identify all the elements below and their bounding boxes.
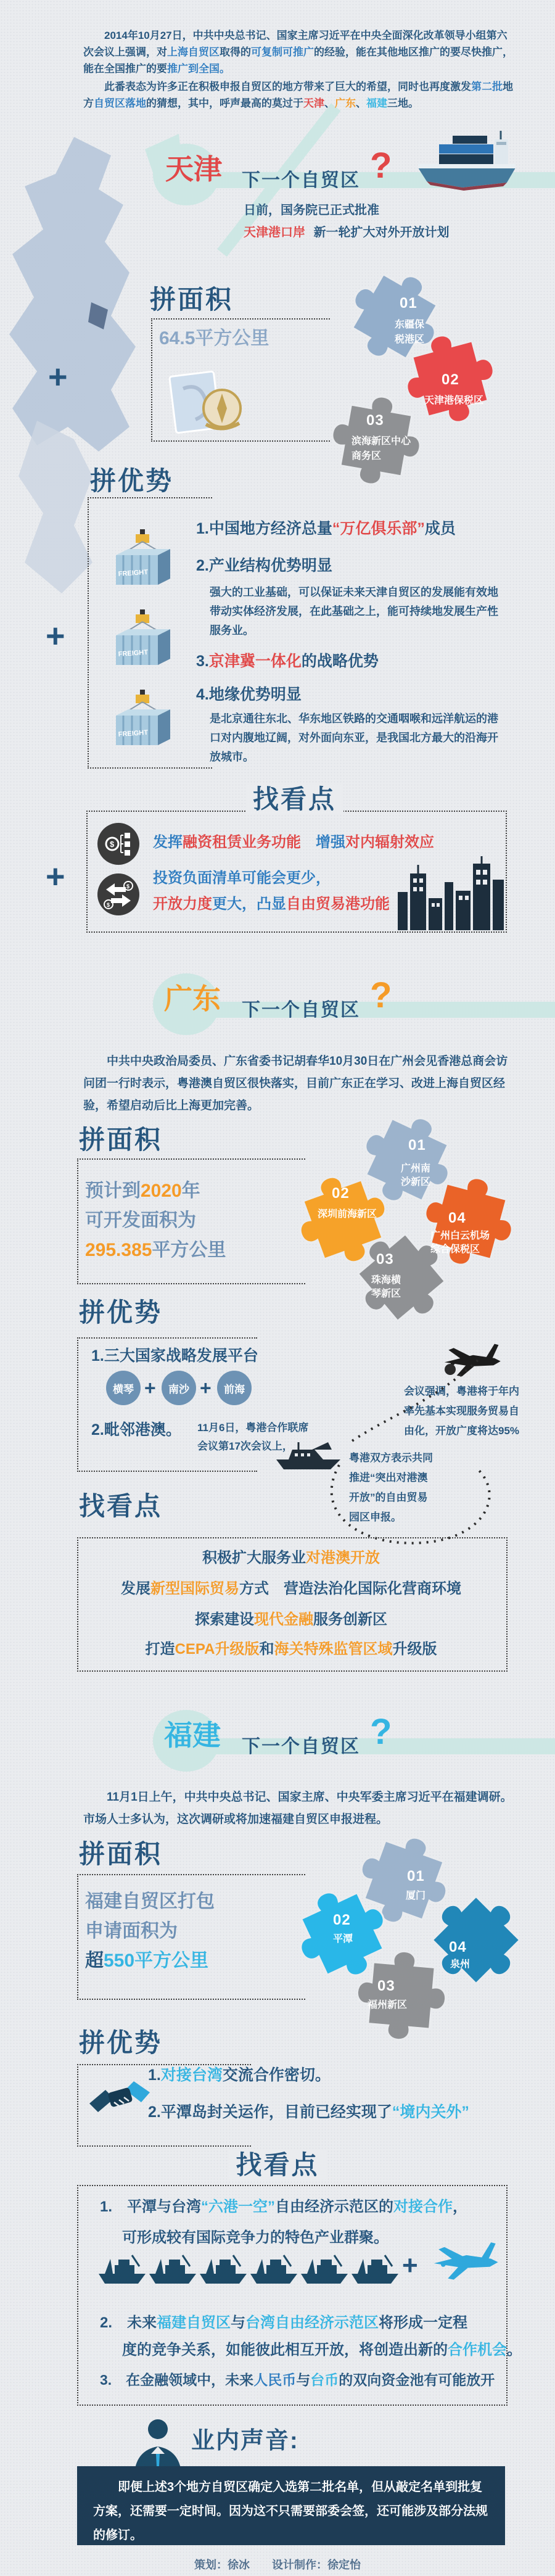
hl-text: 与 [296, 2372, 311, 2388]
hl-text: 3. 在金融领域中，未来 [100, 2372, 254, 2388]
dotted-route-decor [265, 1351, 524, 1561]
intro-text: 、 [356, 97, 366, 109]
desc-line: 口对内腹地辽阔，对外面向东亚，是我国北方最大的沿海开 [210, 732, 498, 744]
puzzle-label: 平潭 [333, 1934, 353, 1944]
guangdong-mention: 广东 [335, 97, 356, 109]
tianjin-adv-item-3 [196, 653, 379, 671]
hl-text: 服务创新区 [313, 1611, 387, 1628]
fujian-area-line3 [85, 1951, 208, 1972]
hl-highlight: 人民币 [253, 2372, 297, 2388]
tianjin-adv-item-1 [196, 520, 456, 538]
guangdong-adv-item-2: 2.毗邻港澳。 [91, 1421, 181, 1439]
container-ship-icon [414, 130, 519, 191]
guangdong-area-line2: 可开发面积为 [85, 1210, 196, 1231]
platform-nansha [162, 1371, 196, 1405]
platform-label: 南沙 [168, 1383, 189, 1395]
area-number: 2020 [141, 1181, 182, 1201]
fujian-intro: 11月1日上午，中共中央总书记、国家主席、中央军委主席习近平在福建调研。市场人士多认为，这次调研或将加速福建自贸区申报进程。 [83, 1791, 512, 1826]
platform-qianhai [217, 1371, 252, 1405]
adv-text: 3. [196, 653, 209, 670]
adv-text: 1. [148, 2066, 161, 2084]
hl-highlight: 台币 [310, 2372, 339, 2388]
puzzle-label: 广州白云机场 [430, 1231, 490, 1241]
svg-text:$: $ [126, 883, 130, 890]
desc-line: 服务业。 [210, 624, 254, 637]
area-text: 超 [85, 1951, 104, 1971]
puzzle-num: 02 [332, 1185, 350, 1202]
tianjin-area-value: 64.5平方公里 [159, 328, 269, 349]
approval-rest: 新一轮扩大对外开放计划 [313, 226, 450, 239]
puzzle-label: 沙新区 [401, 1177, 431, 1187]
hl-text: 更大，凸显 [212, 896, 286, 912]
guangdong-highlight-3 [77, 1611, 505, 1629]
hl-text: 积极扩大服务业 [202, 1550, 306, 1566]
freight-container-icon [111, 690, 176, 759]
guangdong-area-line1 [85, 1181, 200, 1202]
tianjin-adv-item-4-desc [210, 709, 498, 767]
investment-exchange-icon [97, 873, 139, 915]
hl-text: ， [453, 2198, 468, 2215]
intro-paragraph-2 [83, 78, 515, 112]
hl-text: 发展 [121, 1580, 150, 1597]
adv-text: 1.中国地方经济总量 [196, 520, 332, 537]
adv-highlight: “万亿俱乐部” [332, 520, 425, 537]
ship-fleet-icon [97, 2249, 400, 2287]
tianjin-approval-line2 [244, 226, 450, 240]
hl-highlight: 福建自贸区 [157, 2314, 231, 2331]
footer-credits: 策划：徐冰 设计制作：徐定怡 [194, 2559, 361, 2571]
hl-text: 1. 平潭与台湾 [100, 2198, 202, 2215]
handshake-icon [89, 2074, 150, 2128]
hl-text: 增强 [301, 834, 345, 851]
fujian-area-line1: 福建自贸区打包 [85, 1891, 215, 1912]
area-text: 预计到 [85, 1181, 141, 1201]
platform-plus: + [144, 1377, 156, 1399]
hl-highlight: 新型国际贸易 [150, 1580, 239, 1597]
puzzle-label: 广州南 [401, 1163, 431, 1174]
plus-decor: + [48, 358, 68, 395]
guangdong-adv-header: 拼优势 [79, 1298, 163, 1327]
hl-text: 度的竞争关系，如能彼此相互开放，将创造出新的 [122, 2342, 448, 2358]
adv-text: 2.平潭岛封关运作，目前已经实现了 [148, 2103, 392, 2121]
area-number: 550平方公里 [104, 1951, 209, 1971]
hl-highlight: 对港澳开放 [306, 1550, 380, 1566]
fujian-highlight-1-line1 [100, 2198, 467, 2216]
platform-hengqin [106, 1371, 141, 1405]
hl-text: 和 [259, 1641, 274, 1657]
person-icon [131, 2416, 185, 2472]
fujian-subtitle: 下一个自贸区 [242, 1736, 360, 1757]
guangdong-area-header: 拼面积 [79, 1125, 163, 1154]
puzzle-num: 04 [449, 1939, 467, 1955]
area-text: 年 [181, 1181, 200, 1201]
intro-text: 取得的 [220, 46, 251, 58]
fujian-area-line2: 申请面积为 [85, 1921, 178, 1941]
desc-line: 强大的工业基础，可以保证未来天津自贸区的发展能有效地 [210, 586, 498, 598]
note-line: 粤港双方表示共同 [349, 1452, 433, 1464]
hl-highlight: CEPA升级版 [175, 1641, 260, 1657]
platform-label: 横琴 [113, 1383, 134, 1395]
guangdong-highlight-1 [77, 1550, 505, 1567]
note-line: 会议第17次会议上， [197, 1440, 293, 1452]
tianjin-subtitle: 下一个自贸区 [242, 170, 360, 191]
puzzle-label: 综合保税区 [430, 1244, 480, 1255]
hl-highlight: 自由贸易港功能 [286, 896, 390, 912]
puzzle-label: 东疆保 [395, 320, 425, 330]
puzzle-label: 天津港保税区 [424, 395, 484, 406]
puzzle-label: 税港区 [395, 334, 425, 345]
note-line: 由化，开放广度将达95% [404, 1425, 520, 1437]
adv-text: 成员 [424, 520, 456, 537]
puzzle-label: 福州新区 [368, 2000, 408, 2010]
puzzle-label: 珠海横 [371, 1275, 401, 1286]
hl-text: 打造 [145, 1641, 175, 1657]
tianjin-title: 天津 [165, 153, 222, 185]
tianjin-adv-item-2: 2.产业结构优势明显 [196, 557, 332, 574]
intro-highlight: 自贸区落地 [94, 97, 146, 109]
platform-label: 前海 [224, 1383, 245, 1395]
adv-highlight: “境内关外” [392, 2103, 469, 2121]
hl-highlight: 对接合作 [393, 2198, 453, 2215]
guangdong-highlight-header: 找看点 [79, 1492, 163, 1521]
freight-container-icon [111, 529, 176, 598]
note-line: 率先基本实现服务贸易自 [404, 1405, 519, 1417]
hl-text: 升级版 [392, 1641, 437, 1657]
hl-text: 的双向资金池有可能放开 [339, 2372, 495, 2388]
puzzle-num: 01 [407, 1868, 425, 1885]
intro-text: 地方 [83, 81, 513, 109]
guangdong-intro: 中共中央政治局委员、广东省委书记胡春华10月30日在广州会见香港总商会访问团一行时表示，粤港澳自贸区很快落实，目前广东正在学习、改进上海自贸区经验，希望启动后比上海更加完善。 [83, 1055, 508, 1112]
intro-text: 此番表态为许多正在积极申报自贸区的地方带来了巨大的希望，同时也再度激发 [104, 81, 471, 93]
intro-text: 2014年10月27日，中共中央总书记、国家主席习近平在中央全面深化改革领导小组第六次会议上强调，对 [83, 30, 508, 58]
fujian-puzzle-cluster [290, 1820, 555, 2079]
intro-highlight: 第二批 [471, 81, 503, 93]
fujian-adv-item-2 [148, 2103, 469, 2121]
intro-text: 三地。 [387, 97, 419, 109]
tianjin-approval-line1: 日前，国务院已正式批准 [244, 204, 379, 217]
puzzle-label: 深圳前海新区 [318, 1209, 377, 1220]
intro-highlight: 上海自贸区 [167, 46, 220, 58]
hl-highlight: 融资租赁业务功能 [183, 834, 301, 851]
fujian-area-header: 拼面积 [79, 1839, 163, 1868]
tianjin-area-header: 拼面积 [150, 285, 234, 314]
voice-box [77, 2466, 505, 2545]
tianjin-highlight-1 [153, 834, 434, 851]
plus-decor: + [46, 858, 65, 895]
plus-decor: + [46, 617, 65, 654]
freight-label: FREIGHT [118, 648, 149, 658]
tianjin-adv-item-2-desc [210, 583, 498, 640]
area-number: 295.385 [85, 1240, 152, 1260]
finance-leasing-icon [97, 823, 139, 865]
fujian-highlight-2-line2 [122, 2342, 522, 2359]
hl-text: 探索建设 [195, 1611, 254, 1628]
puzzle-num: 01 [408, 1137, 426, 1154]
desc-line: 放城市。 [210, 751, 254, 763]
hl-highlight: 开放力度 [153, 896, 212, 912]
hl-highlight: 现代金融 [254, 1611, 313, 1628]
fujian-highlight-3 [100, 2372, 495, 2388]
header-text: 找看点 [245, 785, 343, 814]
guangdong-adv-item-1: 1.三大国家战略发展平台 [91, 1347, 258, 1364]
note-line: 11月6日，粤港合作联席 [197, 1422, 309, 1434]
hl-highlight: 对内辐射效应 [345, 834, 434, 851]
guangdong-highlight-2 [77, 1580, 505, 1598]
freight-label: FREIGHT [118, 729, 149, 738]
intro-text: 、 [324, 97, 335, 109]
intro-highlight: 可复制可推广 [251, 46, 314, 58]
fujian-adv-item-1 [148, 2066, 331, 2084]
map-compass-icon [162, 370, 254, 435]
fujian-question-mark: ? [370, 1712, 392, 1752]
guangdong-area-line3 [85, 1240, 226, 1261]
voice-text: 即便上述3个地方自贸区确定入选第二批名单，但从敲定名单到批复方案，还需要一定时间。因为这不只需要部委会签，还可能涉及部分法规的修订。 [93, 2480, 488, 2542]
desc-line: 带动实体经济发展，在此基础之上，能可持续地发展生产性 [210, 605, 498, 617]
note-line: 开放”的自由贸易 [349, 1492, 428, 1503]
fujian-highlight-header [0, 2150, 555, 2180]
intro-text: 的经验，能在其他地区推广的要尽快推广，能在全国推广的要 [83, 46, 513, 75]
platform-plus: + [200, 1377, 212, 1399]
adv-text: 的战略优势 [301, 653, 379, 670]
hl-text: 方式 营造法治化国际化营商环境 [239, 1580, 461, 1597]
tianjin-port-highlight: 天津港口岸 [244, 226, 305, 239]
hl-text: 2. 未来 [100, 2314, 157, 2331]
puzzle-num: 03 [366, 412, 384, 429]
airplane-icon [430, 2237, 503, 2282]
guangdong-title: 广东 [164, 983, 221, 1015]
tianjin-highlight-header [245, 785, 343, 814]
fleet-plus: + [402, 2250, 418, 2281]
tianjin-question-mark: ? [370, 146, 392, 186]
intro-highlight: 推广到全国。 [167, 63, 230, 75]
tianjin-highlight-2a: 投资负面清单可能会更少， [153, 870, 331, 886]
tianjin-highlight-2b [153, 896, 390, 913]
guangdong-subtitle: 下一个自贸区 [242, 1000, 360, 1020]
guangdong-highlight-4 [77, 1641, 505, 1658]
intro-paragraph-1 [83, 27, 515, 77]
intro-text: 的猜想，其中，呼声最高的莫过于 [146, 97, 303, 109]
hl-highlight: 台湾自由经济示范区 [245, 2314, 379, 2331]
freight-container-icon [111, 609, 176, 679]
fujian-highlight-1-line2: 可形成较有国际竞争力的特色产业群聚。 [122, 2229, 388, 2246]
hl-highlight: “六港一空” [201, 2198, 276, 2215]
hl-highlight: 合作机会 [448, 2342, 507, 2358]
hl-highlight: 海关特殊监管区域 [274, 1641, 393, 1657]
desc-line: 是北京通往东北、华东地区铁路的交通咽喉和远洋航运的港 [210, 712, 498, 725]
hl-text: 与 [231, 2314, 246, 2331]
svg-text:$: $ [107, 902, 110, 908]
fujian-title: 福建 [164, 1719, 221, 1751]
note-line: 园区申报。 [349, 1511, 401, 1523]
puzzle-num: 03 [377, 1978, 395, 1994]
puzzle-num: 01 [400, 295, 417, 312]
hl-text: 自由经济示范区的 [275, 2198, 394, 2215]
tianjin-adv-header: 拼优势 [90, 466, 174, 495]
fujian-highlight-2-line1 [100, 2314, 467, 2332]
adv-highlight: 京津冀一体化 [208, 653, 302, 670]
note-line: 会议强调，粤港将于年内 [404, 1385, 519, 1397]
adv-highlight: 对接台湾 [160, 2066, 223, 2084]
puzzle-label: 滨海新区中心 [352, 436, 411, 447]
voice-header: 业内声音: [191, 2428, 299, 2454]
puzzle-num: 02 [333, 1912, 351, 1928]
freight-label: FREIGHT [118, 568, 149, 578]
svg-text:$: $ [110, 840, 115, 849]
note-line: 推进“突出对港澳 [349, 1472, 428, 1484]
guangdong-question-mark: ? [370, 975, 392, 1015]
fujian-mention: 福建 [366, 97, 387, 109]
hl-text: 将形成一定程 [379, 2314, 468, 2331]
puzzle-label: 商务区 [352, 451, 382, 461]
header-text: 找看点 [228, 2150, 326, 2179]
puzzle-label: 厦门 [406, 1891, 426, 1901]
puzzle-label: 泉州 [450, 1959, 471, 1970]
puzzle-num: 03 [376, 1251, 394, 1268]
tianjin-adv-item-4: 4.地缘优势明显 [196, 686, 302, 703]
puzzle-label: 琴新区 [371, 1289, 401, 1299]
puzzle-num: 04 [448, 1210, 466, 1226]
area-text: 平方公里 [152, 1240, 226, 1260]
tianjin-mention: 天津 [303, 97, 324, 109]
fujian-adv-header: 拼优势 [79, 2028, 163, 2057]
city-skyline-icon [398, 855, 506, 930]
adv-text: 交流合作密切。 [222, 2066, 331, 2084]
hl-text: 发挥 [153, 834, 183, 851]
hl-text: 。 [507, 2342, 522, 2358]
puzzle-num: 02 [442, 371, 459, 388]
